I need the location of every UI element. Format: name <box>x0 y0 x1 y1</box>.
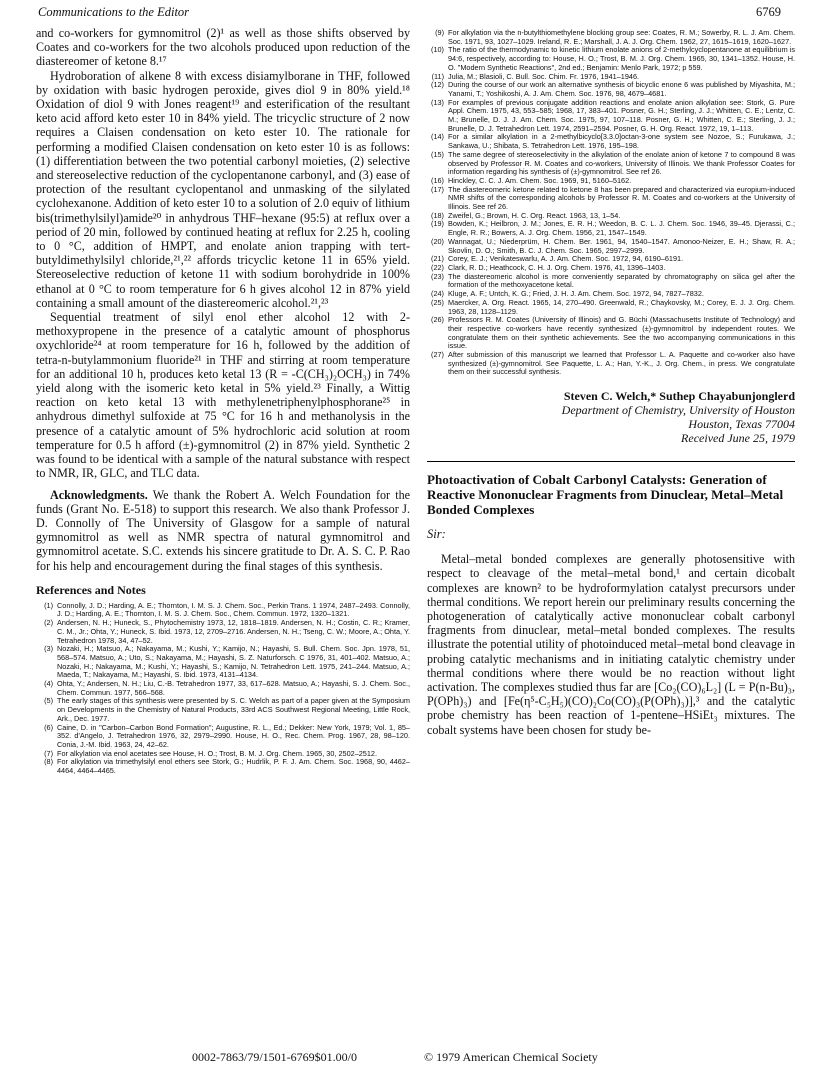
reference-text: Bowden, K.; Heilbron, J. M.; Jones, E. R. H.; Weedon, B. C. L. J. Chem. Soc. 1946, 39–45. Djerassi, C.; Engle, R. R.; Bowers, A. J. Org. Chem. 1956, 21, 1547–1549. <box>448 219 795 238</box>
reference-number: (26) <box>431 315 444 325</box>
reference-text: Zweifel, G.; Brown, H. C. Org. React. 1963, 13, 1–54. <box>448 210 621 220</box>
reference-item <box>36 602 410 619</box>
acknowledgments-label: Acknowledgments. <box>50 487 148 502</box>
reference-item <box>36 697 410 723</box>
reference-text: The early stages of this synthesis were presented by S. C. Welch as part of a paper given at the Symposium on Developments in the Chemistry of Natural Products, 33rd ACS Southwest Regional Meeting, Little Rock, Ark., Dec. 1977. <box>57 696 410 723</box>
paragraph: Metal–metal bonded complexes are generally photosensitive with respect to cleavage of the metal–metal bond,¹ and certain dicobalt complexes are known² to be hydroformylation catalyst precursors under thermal conditions. We report herein our preliminary results concerning the photogeneration of catalytically active mononuclear cobalt carbonyl fragments from dinuclear, metal–metal bonded complexes. The results illustrate the potential utility of photoinduced metal–metal bond cleavage in probing catalytic mechanisms and in initiating catalytic chemistry under thermal conditions where there would be no reaction without light activation. The complexes studied thus far are [Co₂(CO)₆L₂] (L = P(n-Bu)₃, P(OPh)₃) and [Fe(η⁵-C₅H₅)(CO)₂Co(CO)₃(P(OPh)₃)],³ and the catalytic probe chemistry has been reaction of 1-pentene–HSiEt₃ mixtures. The cobalt systems have been chosen for study be- <box>427 552 795 737</box>
received-date: Received June 25, 1979 <box>681 431 795 446</box>
footer-copyright: © 1979 American Chemical Society <box>424 1050 598 1064</box>
reference-text: For examples of previous conjugate addition reactions and enolate anion alkylation see: Stork, G. Pure Appl. Chem. 1975, 43, 553–585; 1968, 17, 383–401. Posner, G. H.; Sterling, J. J.; Whitten, C. E.; Lentz, C. M.; Brunelle, D. J. J. Am. Chem. Soc. 1975, 97, 107–118. Posner, G. H.; Whitten, C. E.; Sterling, J. J.; Brunelle, D. J. Tetrahedron Lett. 1974, 2591–2594. Posner, G. H. Org. React. 1972, 19, 1–113. <box>448 97 795 133</box>
reference-number: (21) <box>431 254 444 264</box>
reference-text: After submission of this manuscript we learned that Professor L. A. Paquette and co-worker also have synthesized (±)-gymnomitrol. See Paquette, L. A.; Han, Y.-K., J. Org. Chem., in press. We congratulate them on their successful synthesis. <box>448 350 795 377</box>
reference-number: (8) <box>44 757 53 767</box>
references-list-left <box>36 602 410 776</box>
reference-text: For alkylation via trimethylsilyl enol ethers see Stork, G.; Hudrlik, P. F. J. Am. Chem. Soc. 1968, 90, 4462–4464, 4464–4465. <box>57 757 410 776</box>
reference-number: (16) <box>431 175 444 185</box>
reference-number: (7) <box>44 748 53 758</box>
reference-text: For alkylation via the n-butylthiomethylene blocking group see: Coates, R. M.; Sowerby, R. L. J. Am. Chem. Soc. 1971, 93, 1027–1029. Ireland, R. E.; Marshall, J. A. J. Org. Chem. 1962, 27, 1615–1619, 1620–1627. <box>448 28 795 46</box>
reference-text: Andersen, N. H.; Huneck, S., Phytochemistry 1973, 12, 1818–1819. Andersen, N. H.; Costin, C. R.; Kramer, C. M., Jr.; Ohta, Y.; Huneck, S. Ibid. 1973, 12, 2709–2716. Andersen, N. H.; Tseng, C. W.; Moore, A.; Ohta, Y. Tetrahedron 1978, 34, 47–52. <box>57 618 410 645</box>
reference-text: Wannagat, U.; Niederprüm, H. Chem. Ber. 1961, 94, 1540–1547. Amonoo-Neizer, E. H.; Shaw, R. A.; Skovlin, D. O.; Smith, B. C. J. Chem. Soc. 1965, 2997–2999. <box>448 236 795 255</box>
reference-number: (20) <box>431 236 444 246</box>
reference-number: (3) <box>44 644 53 654</box>
reference-text: The same degree of stereoselectivity in the alkylation of the enolate anion of ketone 7 to compound 8 was observed by Professor R. M. Coates and co-workers, University of Illinois. We thank Professor Coates for information regarding his synthesis of (±)-gymnomitrol. See ref 26. <box>448 149 795 177</box>
running-header: Communications to the Editor <box>38 5 190 19</box>
references-heading: References and Notes <box>36 582 146 597</box>
reference-item <box>427 299 795 316</box>
reference-number: (24) <box>431 289 444 299</box>
reference-number: (25) <box>431 297 444 307</box>
reference-text: The diastereomeric alcohol is more conveniently separated by chromatography on silica gel after the formation of the methoxyacetone ketal. <box>448 271 795 290</box>
reference-number: (4) <box>44 679 53 689</box>
reference-number: (23) <box>431 271 444 281</box>
reference-number: (5) <box>44 696 53 706</box>
left-column <box>36 26 410 776</box>
reference-text: During the course of our work an alternative synthesis of bicyclic enone 6 was published by Miyashita, M.; Yanami, T.; Yoshikoshi, A. J. Am. Chem. Soc. 1976, 98, 4679–4681. <box>448 80 795 98</box>
reference-text: Ohta, Y.; Andersen, N. H.; Liu, C.-B. Tetrahedron 1977, 33, 617–628. Matsuo, A.; Hayashi, S. J. Chem. Soc., Chem. Commun. 1977, 566–568. <box>57 679 410 697</box>
reference-text: For a similar alkylation in a 2-methylbicyclo[3.3.0]octan-3-one system see Nozoe, S.; Furukawa, J.; Sankawa, U.; Shibata, S. Tetrahedron Lett. 1976, 195–198. <box>448 132 795 151</box>
acknowledgments <box>36 488 410 573</box>
reference-item <box>427 133 795 150</box>
reference-item <box>36 619 410 645</box>
reference-text: Caine, D. in "Carbon–Carbon Bond Formation"; Augustine, R. L., Ed.; Dekker: New York, 1979; Vol. 1, 85–352. d'Angelo, J. Tetrahedron 1976, 32, 2979–2990. House, H. O., Rec. Chem. Prog. 1967, 28, 98–120. Conia, J.-M. Ibid. 1963, 24, 42–62. <box>57 722 410 749</box>
reference-text: Hinckley, C. C. J. Am. Chem. Soc. 1969, 91, 5160–5162. <box>448 175 632 185</box>
reference-item <box>427 273 795 290</box>
reference-number: (27) <box>431 350 444 360</box>
reference-item <box>427 238 795 255</box>
reference-number: (14) <box>431 132 444 142</box>
author-city: Houston, Texas 77004 <box>688 417 795 432</box>
footer-code: 0002-7863/79/1501-6769$01.00/0 <box>192 1050 357 1064</box>
reference-text: Maercker, A. Org. React. 1965, 14, 270–490. Greenwald, R.; Chaykovsky, M.; Corey, E. J. J. Org. Chem. 1963, 28, 1128–1129. <box>448 297 795 316</box>
reference-text: Professors R. M. Coates (University of Illinois) and G. Büchi (Massachusetts Institute of Technology) and their respective co-workers have recently synthesized (±)-gymnomitrol by independent routes. We congratulate them on their synthetic achievements. See the two accompanying communications in this issue. <box>448 315 795 351</box>
reference-item <box>36 680 410 697</box>
author-department: Department of Chemistry, University of Houston <box>561 403 795 418</box>
reference-item <box>36 724 410 750</box>
author-names: Steven C. Welch,* Suthep Chayabunjonglerd <box>563 389 795 404</box>
reference-text: Clark, R. D.; Heathcock, C. H. J. Org. Chem. 1976, 41, 1396–1403. <box>448 262 666 272</box>
reference-text: The diastereomeric ketone related to ketone 8 has been prepared and characterized via europium-induced NMR shifts of the corresponding alcohols by Professor R. M. Coates and co-workers at the University of Illinois. See ref 26. <box>448 184 795 212</box>
reference-item <box>427 99 795 134</box>
reference-item <box>427 186 795 212</box>
section-divider <box>427 461 795 462</box>
reference-text: Julia, M.; Blasioli, C. Bull. Soc. Chim. Fr. 1976, 1941–1946. <box>448 71 640 81</box>
reference-item <box>427 29 795 46</box>
article-title: Photoactivation of Cobalt Carbonyl Catalysts: Generation of Reactive Mononuclear Fragments from Dinuclear, Metal–Metal Bonded Complexes <box>427 472 784 518</box>
acknowledgments-text: We thank the Robert A. Welch Foundation for the funds (Grant No. E-518) to support this research. We also thank Professor J. D. Connolly of The University of Glasgow for a sample of natural gymnomitrol as well as NMR spectra of natural gymnomitrol and gymnomitrol acetate. S.C. extends his sincere gratitude to Dr. A. S. C. P. Rao for his help and encouragement during the final stages of this synthesis. <box>36 487 410 573</box>
reference-text: Connolly, J. D.; Harding, A. E.; Thornton, I. M. S. J. Chem. Soc., Perkin Trans. 1 1974, 2487–2493. Connolly, J. D.; Harding, A. E.; Thornton, I. M. S. J. Chem. Soc., Chem. Commun. 1972, 1320–1321. <box>57 600 410 619</box>
right-column <box>427 26 795 737</box>
reference-number: (12) <box>431 80 444 90</box>
paragraph: and co-workers for gymnomitrol (2)¹ as well as those shifts observed by Coates and co-workers for the two alcohols produced upon reduction of the diastereomer of ketone 8.¹⁷ <box>36 26 410 69</box>
salutation: Sir: <box>427 527 446 542</box>
reference-text: Nozaki, H.; Matsuo, A.; Nakayama, M.; Kushi, Y.; Kamijo, N.; Hayashi, S. Bull. Chem. Soc. Jpn. 1978, 51, 568–574. Matsuo, A.; Uto, S.; Nakayama, M.; Hayashi, S. Z. Naturforsch. C 1976, 31, 401–402. Matsuo, A.; Nozaki, H.; Nakayama, M.; Kushi, Y.; Hayashi, S.; Kamijo, N. Tetrahedron Lett. 1975, 241–244. Matsuo, A.; Maeda, T.; Nakayama, M.; Hayashi, S. Ibid. 1973, 4131–4134. <box>57 644 410 680</box>
references-list-right <box>427 29 795 377</box>
reference-number: (18) <box>431 210 444 220</box>
reference-number: (10) <box>431 45 444 55</box>
article-body <box>427 552 795 737</box>
reference-item <box>427 220 795 237</box>
reference-text: For alkylation via enol acetates see House, H. O.; Trost, B. M. J. Org. Chem. 1965, 30, 2502–2512. <box>57 748 378 758</box>
reference-number: (11) <box>431 71 444 81</box>
reference-item <box>427 351 795 377</box>
main-text <box>36 26 410 481</box>
reference-item <box>427 46 795 72</box>
reference-item <box>427 316 795 351</box>
paragraph: Hydroboration of alkene 8 with excess disiamylborane in THF, followed by oxidation with basic hydrogen peroxide, gives diol 9 in 80% yield.¹⁸ Oxidation of diol 9 with Jones reagent¹⁹ and esterification of the resultant keto acid afford keto ester 10 in 84% yield. The tricyclic structure of 2 now requires a Claisen condensation on keto ester 10. The rationale for performing a modified Claisen condensation on keto ester 10 is as follows: (1) differentiation between the two potential carbonyl moieties, (2) selective and stereoselective reduction of the cyclopentanone carbonyl, and (3) ease of protection of the resultant cyclopentanol and unmasking of the silylated cyclohexanone. Addition of keto ester 10 to a solution of 2.0 equiv of lithium bis(trimethylsilyl)amide²⁰ in anhydrous THF–hexane (95:5) at reflux over a period of 20 min, followed by continued heating at reflux for 2.25 h, cooling to 0 °C, addition of HMPT, and enolate anion trapping with tert-butyldimethylsilyl chloride,²¹,²² affords tricyclic ketone 11 in 65% yield. Stereoselective reduction of ketone 11 with sodium borohydride in 100% ethanol at 0 °C to room temperature for 6 h gives alcohol 12 in 87% yield containing a small amount of the diastereomeric alcohol.²¹,²³ <box>36 68 410 310</box>
reference-number: (19) <box>431 219 444 229</box>
reference-number: (22) <box>431 262 444 272</box>
reference-item <box>427 151 795 177</box>
reference-number: (15) <box>431 149 444 159</box>
paragraph: Sequential treatment of silyl enol ether alcohol 12 with 2-methoxypropene in the presence of a catalytic amount of phosphorus oxychloride²⁴ at room temperature for 16 h, followed by the addition of tetra-n-butylammonium fluoride²¹ in THF and stirring at room temperature for an additional 10 h, produces keto ketal 13 (R = -C(CH₃)₂OCH₃) in 74% yield along with the isomeric keto ketal in 5% yield.²³ Finally, a Wittig reaction on keto ketal 13 with methylenetriphenylphosphorane²⁵ in anhydrous dimethyl sulfoxide at 75 °C for 16 h and methanolysis in the presence of a catalytic amount of 5% hydrochloric acid solution at room temperature for 0.5 h afford (±)-gymnomitrol (2) in 87% yield. Synthetic 2 was found to be identical with a sample of the natural substance with respect to NMR, IR, GLC, and TLC data. <box>36 310 410 481</box>
reference-item <box>36 758 410 775</box>
page-number: 6769 <box>756 5 781 19</box>
reference-text: The ratio of the thermodynamic to kinetic lithium enolate anions of 2-methylcyclopentanone at equilibrium is 94:6, respectively, according to: House, H. O.; Trost, B. M. J. Org. Chem. 1965, 30, 1341–1352. House, H. O. "Modern Synthetic Reactions", 2nd ed.; Benjamin: Menlo Park, 1972; p 559. <box>448 45 795 72</box>
reference-text: Kluge, A. F.; Untch, K. G.; Fried, J. H. J. Am. Chem. Soc. 1972, 94, 7827–7832. <box>448 289 704 299</box>
reference-number: (13) <box>431 97 444 107</box>
reference-number: (17) <box>431 184 444 194</box>
reference-item <box>427 81 795 98</box>
reference-item <box>36 645 410 680</box>
author-block <box>427 389 795 445</box>
reference-number: (9) <box>435 28 444 37</box>
reference-number: (1) <box>44 600 53 610</box>
reference-number: (2) <box>44 618 53 628</box>
reference-text: Corey, E. J.; Venkateswarlu, A. J. Am. Chem. Soc. 1972, 94, 6190–6191. <box>448 254 684 264</box>
reference-number: (6) <box>44 722 53 732</box>
